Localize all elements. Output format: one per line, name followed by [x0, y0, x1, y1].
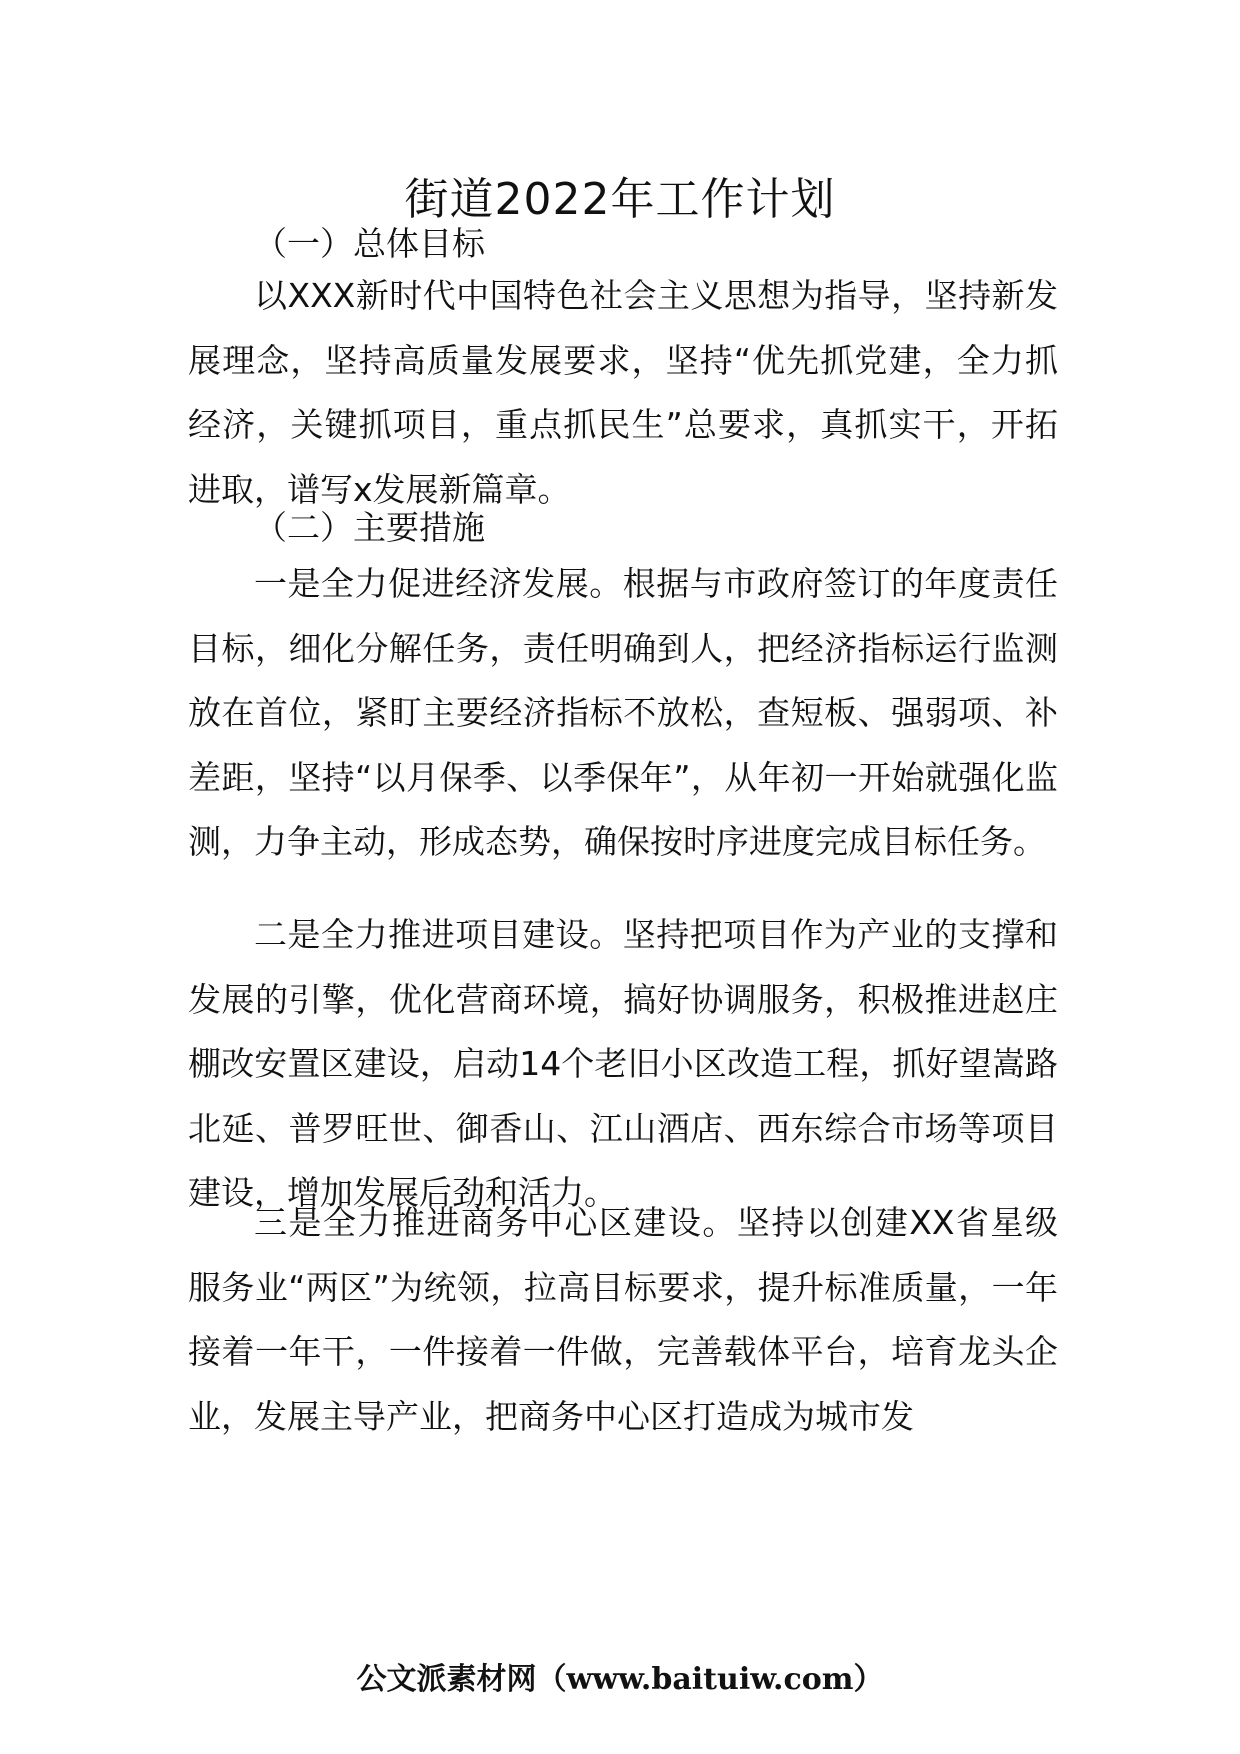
paragraph-economic-development: 一是全力促进经济发展。根据与市政府签订的年度责任目标，细化分解任务，责任明确到人，把经济指标运行监测放在首位，紧盯主要经济指标不放松，查短板、强弱项、补差距，坚持“以月保季、以季保年”，从年初一开始就强化监测，力争主动，形成态势，确保按时序进度完成目标任务。: [188, 564, 1058, 861]
paragraph-business-center: 三是全力推进商务中心区建设。坚持以创建XX省星级服务业“两区”为统领，拉高目标要求，提升标准质量，一年接着一年干，一件接着一件做，完善载体平台，培育龙头企业，发展主导产业，把商务中心区打造成为城市发: [188, 1203, 1058, 1436]
document-title: 街道2022年工作计划: [404, 174, 836, 225]
paragraph-overall-goal: 以XXX新时代中国特色社会主义思想为指导，坚持新发展理念，坚持高质量发展要求，坚持“优先抓党建，全力抓经济，关键抓项目，重点抓民生”总要求，真抓实干，开拓进取，谱写x发展新篇章。: [188, 276, 1058, 509]
section-heading-overall-goal: （一）总体目标: [254, 224, 485, 263]
footer-watermark: 公文派素材网（www.baituiw.com）: [356, 1662, 884, 1697]
section-heading-main-measures: （二）主要措施: [254, 508, 485, 547]
paragraph-project-construction: 二是全力推进项目建设。坚持把项目作为产业的支撑和发展的引擎，优化营商环境，搞好协调服务，积极推进赵庄棚改安置区建设，启动14个老旧小区改造工程，抓好望嵩路北延、普罗旺世、御香山、江山酒店、西东综合市场等项目建设，增加发展后劲和活力。: [188, 915, 1058, 1212]
